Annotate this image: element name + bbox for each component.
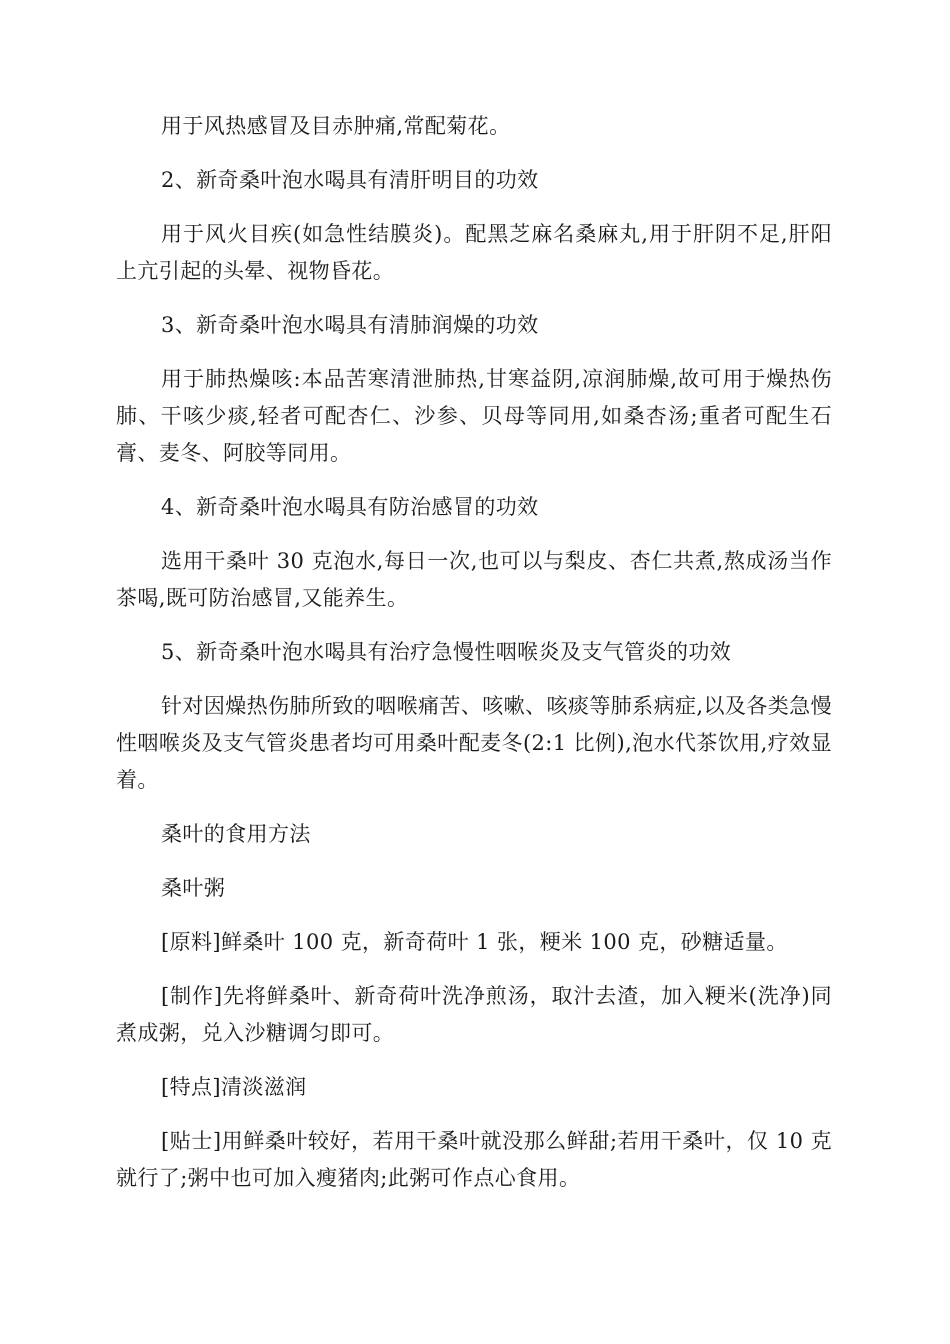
heading-liver-eyes: 2、新奇桑叶泡水喝具有清肝明目的功效 [161, 168, 539, 192]
paragraph-wind-fire-eyes: 用于风火目疾(如急性结膜炎)。配黑芝麻名桑麻丸,用于肝阴不足,肝阳上亢引起的头晕、视物昏花。 [116, 222, 832, 283]
paragraph-tips: [贴士]用鲜桑叶较好，若用干桑叶就没那么鲜甜;若用干桑叶，仅 10 克就行了;粥中也可加入瘦猪肉;此粥可作点心食用。 [116, 1129, 832, 1190]
document-page [116, 108, 832, 1197]
heading-congee: 桑叶粥 [161, 876, 226, 900]
heading-lung-dryness: 3、新奇桑叶泡水喝具有清肺润燥的功效 [161, 313, 539, 337]
heading-throat-bronchitis: 5、新奇桑叶泡水喝具有治疗急慢性咽喉炎及支气管炎的功效 [161, 640, 732, 664]
paragraph-preparation: [制作]先将鲜桑叶、新奇荷叶洗净煎汤，取汁去渣，加入粳米(洗净)同煮成粥，兑入沙糖调匀即可。 [116, 984, 832, 1045]
paragraph-ingredients: [原料]鲜桑叶 100 克，新奇荷叶 1 张，粳米 100 克，砂糖适量。 [161, 930, 788, 954]
paragraph-wind-heat: 用于风热感冒及目赤肿痛,常配菊花。 [161, 114, 511, 138]
paragraph-features: [特点]清淡滋润 [161, 1075, 307, 1099]
paragraph-lung-heat-cough: 用于肺热燥咳:本品苦寒清泄肺热,甘寒益阴,凉润肺燥,故可用于燥热伤肺、干咳少痰,轻者可配杏仁、沙参、贝母等同用,如桑杏汤;重者可配生石膏、麦冬、阿胶等同用。 [116, 367, 832, 465]
heading-cold-prevention: 4、新奇桑叶泡水喝具有防治感冒的功效 [161, 495, 539, 519]
heading-eating-methods: 桑叶的食用方法 [161, 822, 311, 846]
paragraph-dried-leaf-tea: 选用干桑叶 30 克泡水,每日一次,也可以与梨皮、杏仁共煮,熬成汤当作茶喝,既可防治感冒,又能养生。 [116, 549, 832, 610]
paragraph-throat-treatment: 针对因燥热伤肺所致的咽喉痛苦、咳嗽、咳痰等肺系病症,以及各类急慢性咽喉炎及支气管炎患者均可用桑叶配麦冬(2:1 比例),泡水代茶饮用,疗效显着。 [116, 694, 832, 792]
